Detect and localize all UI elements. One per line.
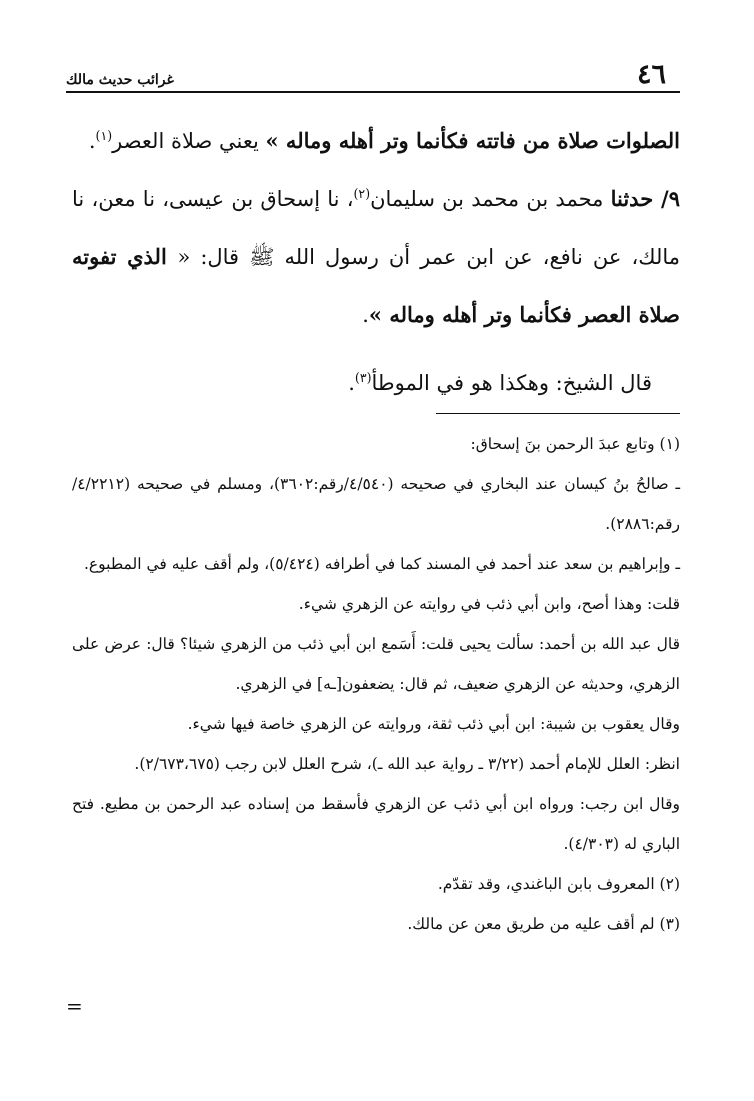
end-mark: = bbox=[66, 994, 83, 1018]
shaykh-text: قال الشيخ: وهكذا هو في الموطأ bbox=[371, 371, 652, 395]
footnote-1-abdullah: قال عبد الله بن أحمد: سألت يحيى قلت: أَسَمع ابن أبي ذئب من الزهري شيئا؟ قال: عرض على الزهري، وحديثه عن الزهري ضعيف، ثم قال: يضعفون[ـه] في الزهري. bbox=[72, 635, 680, 693]
footnote-1-ibrahim: ـ وإبراهيم بن سعد عند أحمد في المسند كما في أطرافه (٥/٤٢٤)، ولم أقف عليه في المطبوع. bbox=[83, 555, 680, 573]
page-number: ٤٦ bbox=[636, 59, 666, 90]
footnote-1-rajab: وقال ابن رجب: ورواه ابن أبي ذئب عن الزهري فأسقط من إسناده عبد الرحمن بن مطيع. فتح الباري له (٤/٣٠٣). bbox=[72, 795, 680, 853]
running-head: غرائب حديث مالك bbox=[66, 72, 174, 88]
hadith-end: . bbox=[362, 303, 369, 327]
footnote-2: (٢) المعروف بابن الباغندي، وقد تقدّم. bbox=[437, 875, 680, 893]
hadith-isnad-2: ، نا إسحاق بن عيسى، نا معن، نا مالك، عن نافع، عن ابن عمر أن رسول الله ﷺ قال: « bbox=[72, 187, 680, 269]
hadith-matn: الذي تفوته صلاة العصر فكأنما وتر أهله وماله » bbox=[72, 244, 680, 327]
continuation-bold-text: الصلوات صلاة من فاتته فكأنما وتر أهله وماله » bbox=[265, 128, 680, 153]
continuation-paragraph bbox=[72, 112, 680, 170]
footnote-ref-3[interactable]: (٣) bbox=[354, 370, 372, 385]
haddathana-word: حدثنا bbox=[610, 186, 662, 211]
shaykh-paragraph bbox=[72, 355, 680, 412]
continuation-text: يعني صلاة العصر bbox=[112, 129, 266, 153]
hadith-isnad-1: محمد بن محمد بن سليمان bbox=[370, 187, 611, 211]
footnote-1-unzur: انظر: العلل للإمام أحمد (٣/٢٢ ـ رواية عبد الله ـ)، شرح العلل لابن رجب (٢/٦٧٣،٦٧٥). bbox=[134, 755, 680, 773]
footnote-3: (٣) لم أقف عليه من طريق معن عن مالك. bbox=[407, 915, 680, 933]
shaykh-end: . bbox=[348, 371, 355, 395]
footnote-divider bbox=[436, 413, 680, 414]
footnote-ref-1[interactable]: (١) bbox=[95, 128, 113, 143]
hadith-paragraph bbox=[72, 170, 680, 344]
footnote-ref-2[interactable]: (٢) bbox=[353, 186, 371, 201]
page-header bbox=[66, 52, 680, 93]
footnote-1-qultu: قلت: وهذا أصح، وابن أبي ذئب في روايته عن الزهري شيء. bbox=[298, 595, 680, 613]
main-text bbox=[72, 112, 680, 412]
footnote-1-yaqub: وقال يعقوب بن شيبة: ابن أبي ذئب ثقة، وروايته عن الزهري خاصة فيها شيء. bbox=[187, 715, 680, 733]
footnote-1-title: (١) وتابع عبدَ الرحمن بنَ إسحاق: bbox=[470, 435, 680, 453]
hadith-number: ٩/ bbox=[661, 186, 680, 211]
continuation-end: . bbox=[88, 129, 96, 153]
footnote-1-salih: ـ صالحُ بنُ كيسان عند البخاري في صحيحه (٤/٥٤٠/رقم:٣٦٠٢)، ومسلم في صحيحه (٤/٢٢١٢/رقم:٢٨٨٦). bbox=[72, 475, 680, 533]
footnotes bbox=[72, 424, 680, 944]
